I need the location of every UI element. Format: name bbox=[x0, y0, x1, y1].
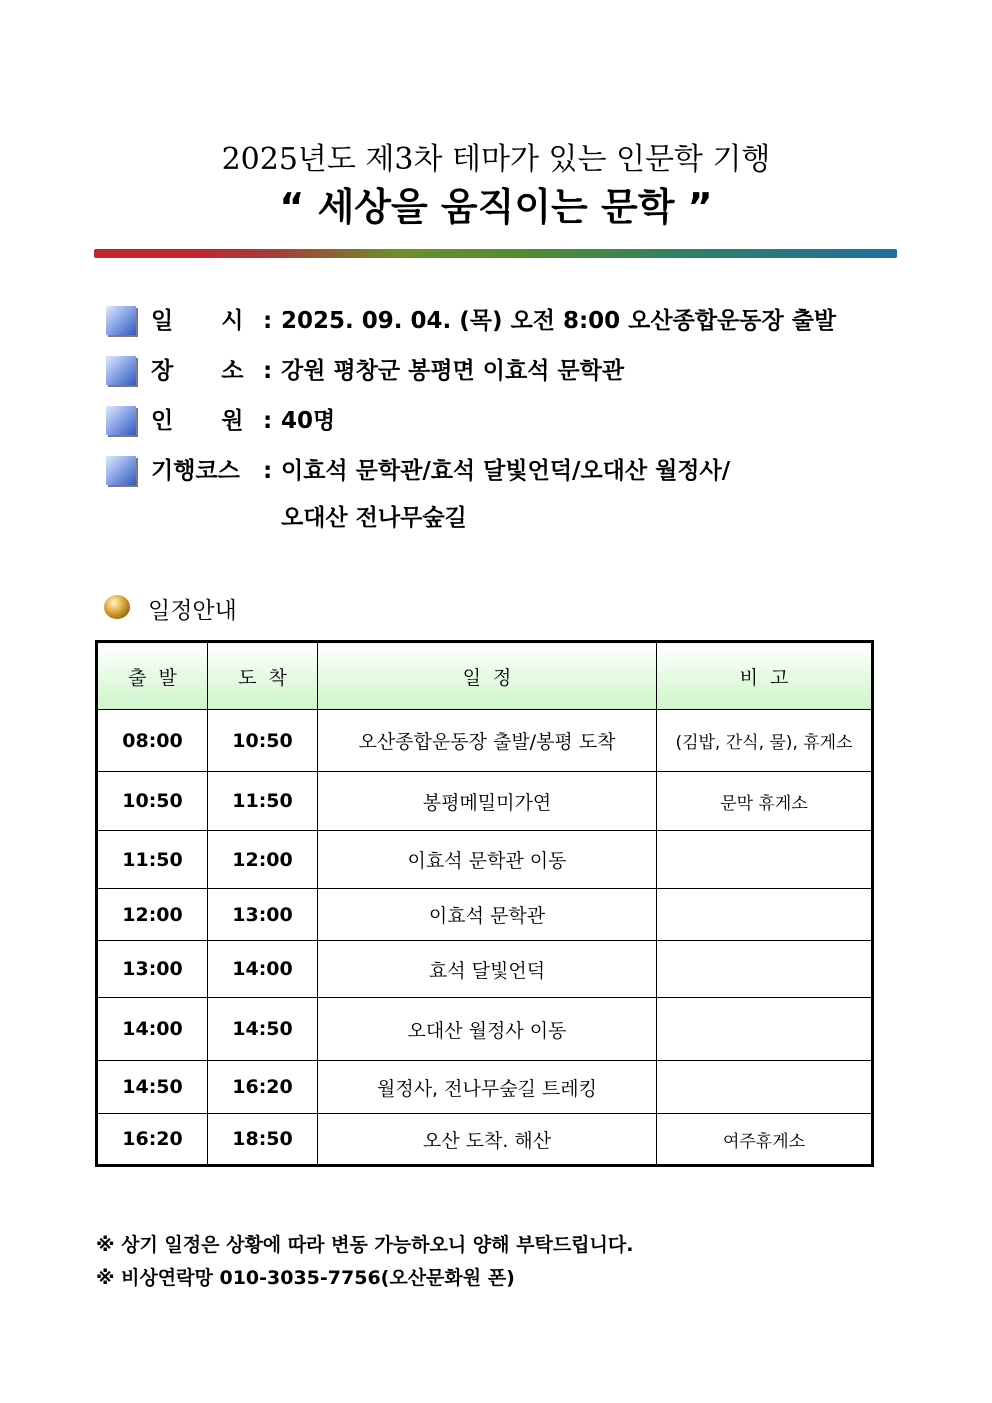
info-value: 40명 bbox=[281, 408, 336, 434]
depart-cell: 16:20 bbox=[97, 1114, 208, 1166]
note-cell bbox=[657, 889, 873, 941]
event-cell: 오산 도착. 해산 bbox=[318, 1114, 657, 1166]
table-row bbox=[97, 1061, 873, 1114]
depart-cell: 10:50 bbox=[97, 772, 208, 831]
event-cell: 오산종합운동장 출발/봉평 도착 bbox=[318, 710, 657, 772]
info-value: 2025. 09. 04. (목) 오전 8:00 오산종합운동장 출발 bbox=[281, 308, 837, 334]
info-value-continued: 오대산 전나무숲길 bbox=[281, 505, 467, 531]
depart-cell: 11:50 bbox=[97, 831, 208, 889]
column-header-depart: 출 발 bbox=[97, 642, 208, 710]
depart-cell: 13:00 bbox=[97, 941, 208, 998]
arrive-cell: 13:00 bbox=[208, 889, 318, 941]
table-row bbox=[97, 941, 873, 998]
info-value: 이효석 문학관/효석 달빛언덕/오대산 월정사/ bbox=[281, 458, 731, 484]
table-row bbox=[97, 889, 873, 941]
arrive-cell: 14:50 bbox=[208, 998, 318, 1061]
schedule-table bbox=[95, 640, 874, 1167]
info-colon: : bbox=[263, 358, 273, 384]
info-value: 강원 평창군 봉평면 이효석 문학관 bbox=[281, 358, 625, 384]
info-colon: : bbox=[263, 308, 273, 334]
table-row bbox=[97, 1114, 873, 1166]
note-cell bbox=[657, 1061, 873, 1114]
table-row bbox=[97, 710, 873, 772]
event-cell: 봉평메밀미가연 bbox=[318, 772, 657, 831]
note-cell bbox=[657, 998, 873, 1061]
arrive-cell: 16:20 bbox=[208, 1061, 318, 1114]
arrive-cell: 11:50 bbox=[208, 772, 318, 831]
document-title: 2025년도 제3차 테마가 있는 인문학 기행 bbox=[221, 142, 771, 177]
event-cell: 이효석 문학관 이동 bbox=[318, 831, 657, 889]
note-cell: 여주휴게소 bbox=[657, 1114, 873, 1166]
square-bullet-icon bbox=[106, 406, 136, 435]
note-cell bbox=[657, 831, 873, 889]
note-cell: 문막 휴게소 bbox=[657, 772, 873, 831]
table-row bbox=[97, 998, 873, 1061]
info-colon: : bbox=[263, 458, 273, 484]
event-cell: 이효석 문학관 bbox=[318, 889, 657, 941]
event-cell: 오대산 월정사 이동 bbox=[318, 998, 657, 1061]
table-header-row bbox=[97, 642, 873, 710]
square-bullet-icon bbox=[106, 456, 136, 485]
arrive-cell: 18:50 bbox=[208, 1114, 318, 1166]
event-cell: 효석 달빛언덕 bbox=[318, 941, 657, 998]
depart-cell: 12:00 bbox=[97, 889, 208, 941]
arrive-cell: 14:00 bbox=[208, 941, 318, 998]
info-label: 장 소 bbox=[151, 358, 244, 384]
gold-ball-icon bbox=[104, 595, 130, 619]
depart-cell: 14:50 bbox=[97, 1061, 208, 1114]
column-header-schedule: 일 정 bbox=[318, 642, 657, 710]
note-cell: (김밥, 간식, 물), 휴게소 bbox=[657, 710, 873, 772]
info-label: 인 원 bbox=[151, 408, 244, 434]
column-header-arrive: 도 착 bbox=[208, 642, 318, 710]
info-label: 일 시 bbox=[151, 308, 244, 334]
schedule-heading-text: 일정안내 bbox=[148, 598, 237, 624]
table-row bbox=[97, 772, 873, 831]
depart-cell: 14:00 bbox=[97, 998, 208, 1061]
document-subtitle: “ 세상을 움직이는 문학 ” bbox=[279, 185, 713, 229]
notice-schedule-change: ※ 상기 일정은 상황에 따라 변동 가능하오니 양해 부탁드립니다. bbox=[96, 1234, 634, 1256]
arrive-cell: 10:50 bbox=[208, 710, 318, 772]
column-header-note: 비 고 bbox=[657, 642, 873, 710]
square-bullet-icon bbox=[106, 306, 136, 335]
table-row bbox=[97, 831, 873, 889]
square-bullet-icon bbox=[106, 356, 136, 385]
arrive-cell: 12:00 bbox=[208, 831, 318, 889]
info-label: 기행코스 bbox=[151, 458, 240, 484]
note-cell bbox=[657, 941, 873, 998]
depart-cell: 08:00 bbox=[97, 710, 208, 772]
notice-emergency-contact: ※ 비상연락망 010-3035-7756(오산문화원 폰) bbox=[96, 1267, 515, 1289]
event-cell: 월정사, 전나무숲길 트레킹 bbox=[318, 1061, 657, 1114]
decorative-rule bbox=[94, 249, 897, 258]
info-colon: : bbox=[263, 408, 273, 434]
